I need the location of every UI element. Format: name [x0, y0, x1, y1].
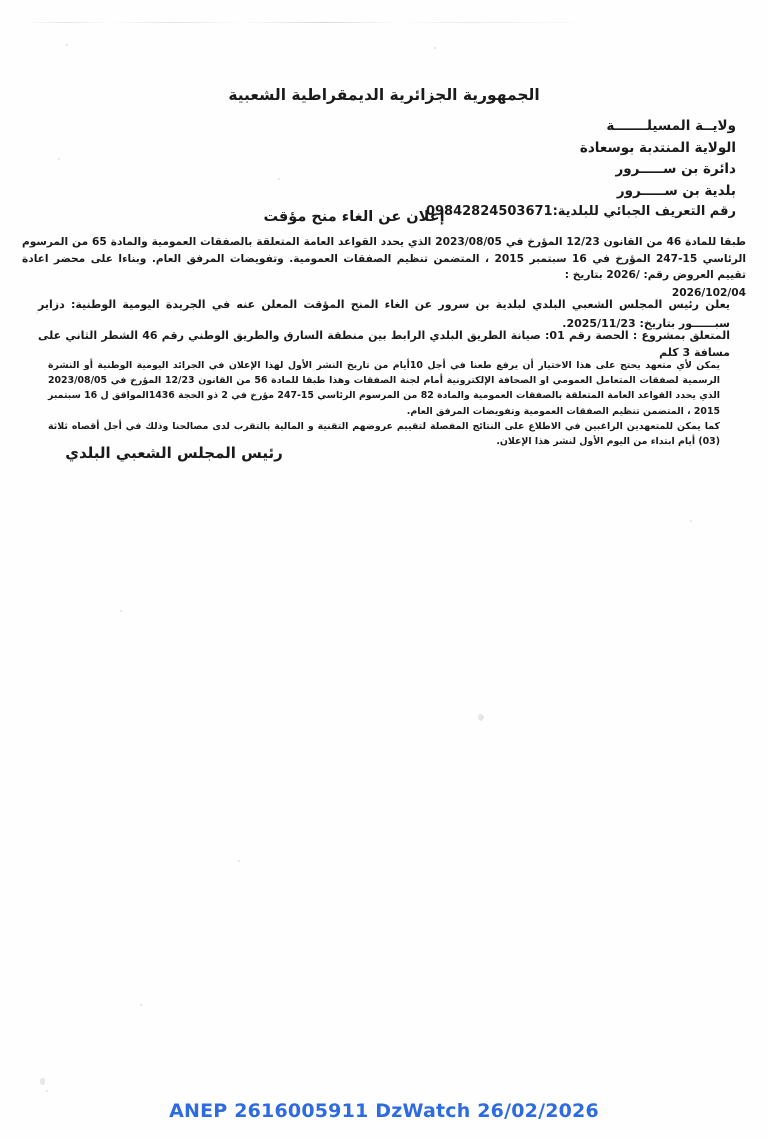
baladiya-line: بلدية بن ســـــرور	[616, 182, 736, 199]
scan-dust-artifact	[690, 520, 692, 522]
scan-dust-artifact	[66, 44, 68, 46]
lot-text: المتعلق بمشروع : الحصة رقم 01: صيانة الطريق البلدي الرابط بين منطقة السارق والطريق الوطني رقم 46 الشطر الثاني على مسافة 3 كلم	[38, 329, 730, 360]
scan-dust-artifact	[482, 716, 484, 718]
daira-line: دائرة بن ســـــرور	[615, 161, 736, 178]
delegated-wilaya-line: الولاية المنتدبة بوسعادة	[579, 139, 736, 156]
scan-dust-artifact	[58, 158, 60, 160]
scan-dust-artifact	[434, 47, 436, 49]
appeal-information-block	[48, 358, 720, 449]
scan-dust-artifact	[140, 1004, 142, 1006]
scan-smudge-artifact	[40, 1078, 45, 1085]
scan-dust-artifact	[238, 860, 240, 862]
legal-basis-text: طبقا للمادة 46 من القانون 12/23 المؤرخ في 2023/08/05 الذي يحدد القواعد العامة المتعلقة بالصفقات العمومية والمادة 65 من المرسوم الرئاسي 15-247 المؤرخ في 16 سبتمبر 2015 ، المتضمن تنظيم الصفقات العمومية. وتفويضات المرفق العام. وبناءا على محضر اعادة تقييم العروض رقم: /2026 بتاريخ :	[22, 236, 746, 282]
signature-title: رئيس المجلس الشعبي البلدي	[65, 444, 283, 462]
notice-title: إعلان عن الغاء منح مؤقت	[263, 209, 445, 225]
scan-streak-artifact	[30, 22, 590, 23]
tax-identification-number: رقم التعريف الجبائي للبلدية:09842824503671	[425, 204, 736, 220]
scan-dust-artifact	[46, 1090, 48, 1092]
scan-dust-artifact	[120, 610, 122, 612]
scan-smudge-artifact	[478, 714, 483, 721]
scan-dust-artifact	[278, 178, 280, 180]
anep-reference-banner: ANEP 2616005911 DzWatch 26/02/2026	[169, 1100, 599, 1122]
project-lot-line	[38, 327, 730, 362]
wilaya-line: ولايــة المسيلـــــــة	[606, 118, 736, 134]
national-header: الجمهورية الجزائرية الديمقراطية الشعبية	[228, 86, 540, 104]
administrative-header-block	[426, 116, 736, 223]
announcement-text: يعلن رئيس المجلس الشعبي البلدي لبلدية بن سرور عن الغاء المنح المؤقت المعلن عنه في الجريدة اليومية الوطنية: دزاير سبــــــور بتاريخ: 2025/11/23.	[38, 298, 730, 330]
evaluation-report-date: 2026/102/04	[671, 287, 746, 300]
appeal-paragraph-1: يمكن لأي متعهد يحتج على هذا الاختيار أن يرفع طعنا في أجل 10أيام من تاريخ النشر الأول لهذا الإعلان في الجرائد اليومية الوطنية أو النشرة الرسمية لصفقات المتعامل العمومي او الصحافة الإلكترونية أمام لجنة الصفقات وهذا طبقا للمادة 56 من القانون 12/23 المؤرخ في 2023/08/05 الذي يحدد القواعد العامة المتعلقة بالصفقات العمومية والمادة 82 من المرسوم الرئاسي 15-247 مؤرخ في 2 ذو الحجة 1436المواقق ل 16 سبتمبر 2015 ، المتضمن تنظيم الصفقات العمومية وتفويضات المرفق العام.	[48, 360, 721, 417]
legal-basis-paragraph	[22, 234, 746, 302]
appeal-paragraph-2: كما يمكن للمتعهدين الراغبين في الاطلاع على النتائج المفصلة لتقييم عروضهم التقنية و المالية بالتقرب لدى مصالحنا وذلك في أجل أقصاه ثلاثة (03) أيام ابتداء من اليوم الأول لنشر هذا الإعلان.	[48, 420, 720, 448]
